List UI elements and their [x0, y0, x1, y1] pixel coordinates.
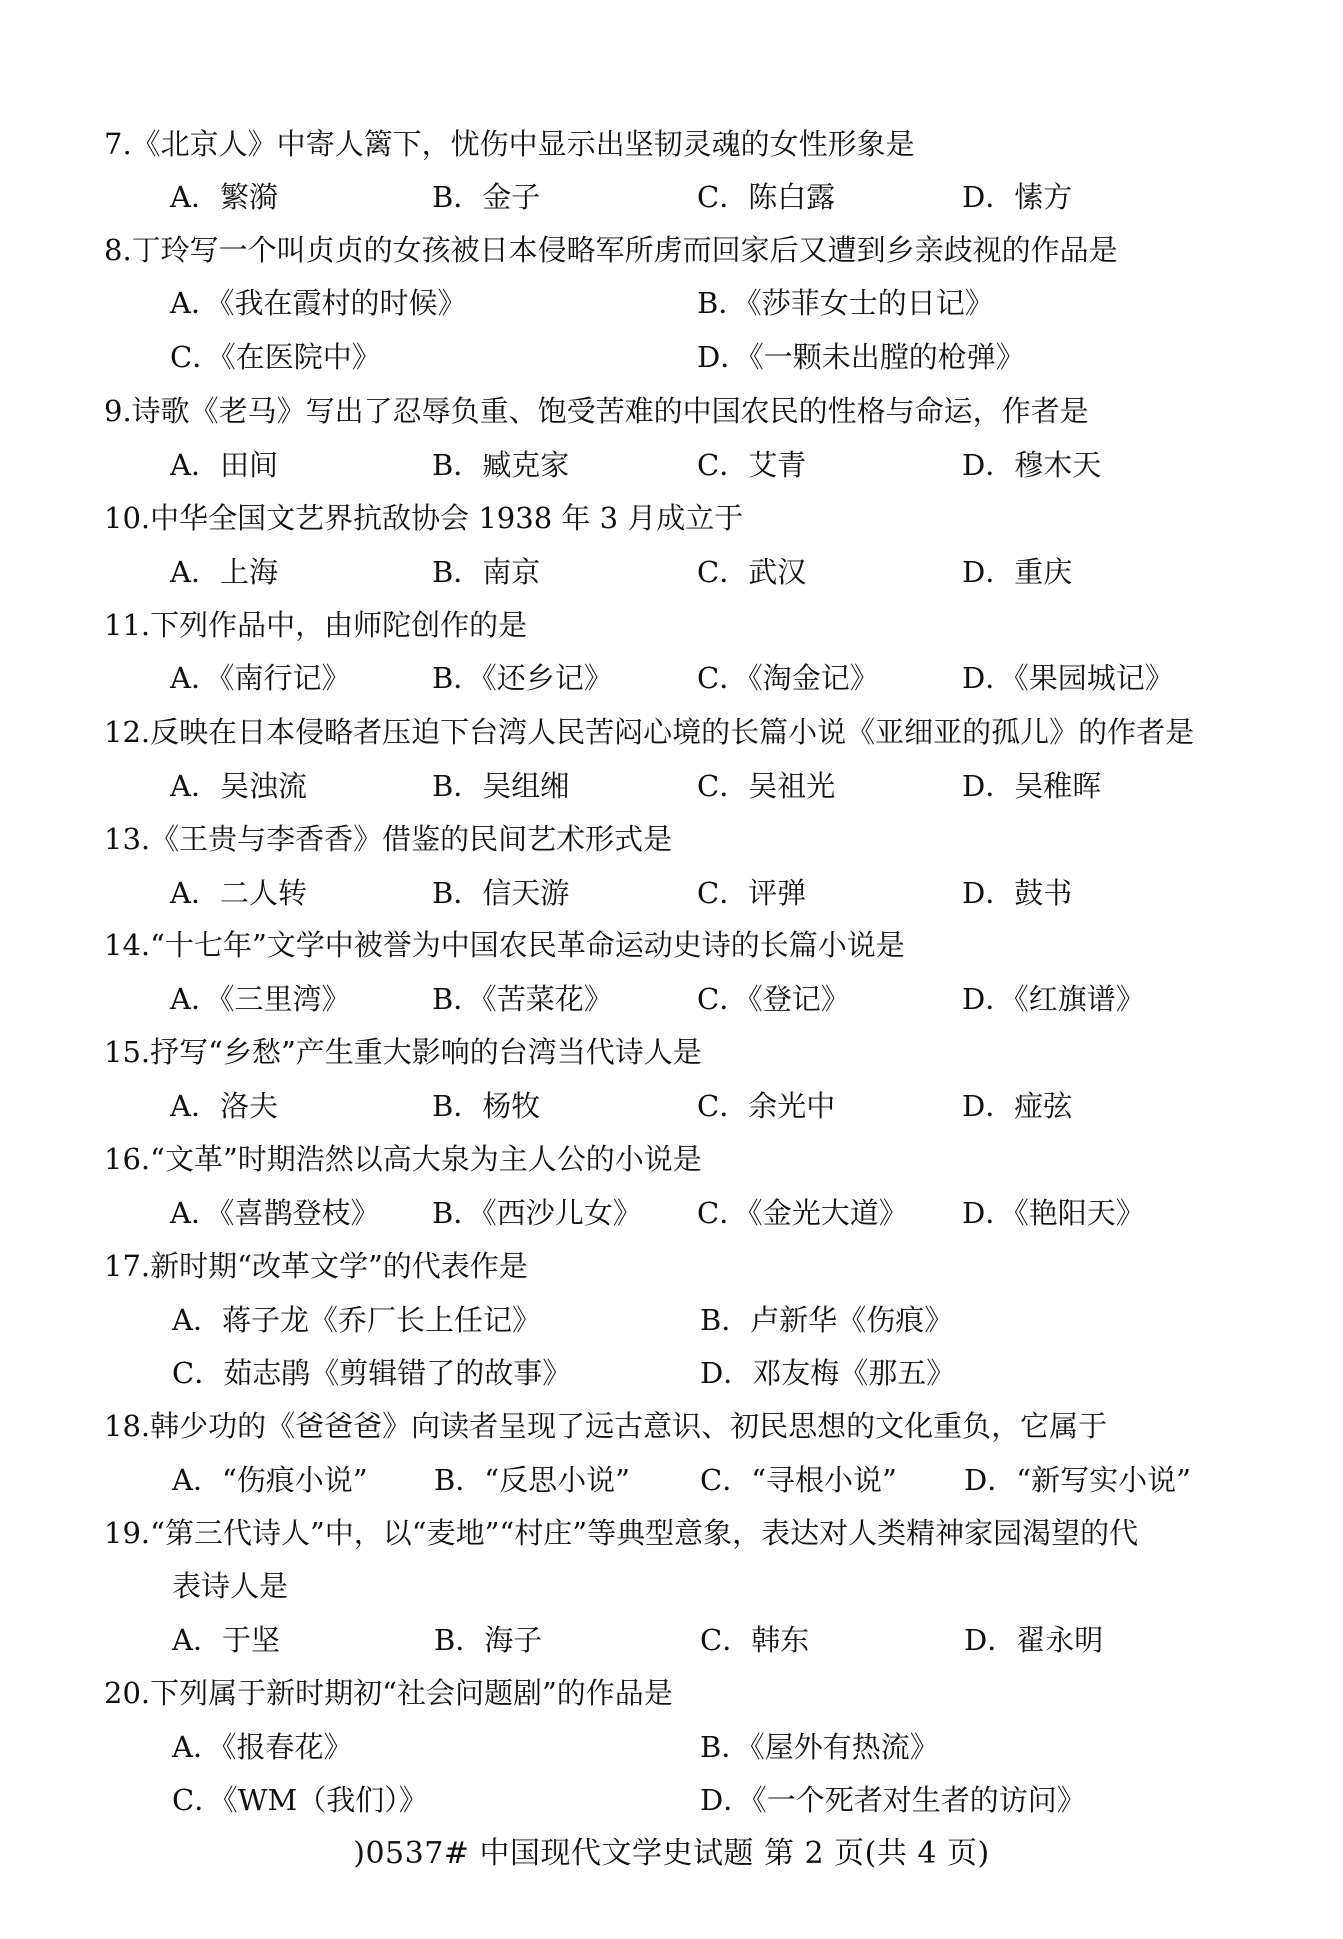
question-number: 12. [104, 715, 151, 749]
question-8 [104, 230, 1118, 270]
option-c: C．艾青 [697, 448, 807, 482]
option-d: D．鼓书 [962, 876, 1073, 910]
option-d: D．《一颗未出膛的枪弹》 [697, 340, 1025, 374]
question-stem: “第三代诗人”中，以“麦地”“村庄”等典型意象，表达对人类精神家园渴望的代 [150, 1516, 1139, 1550]
question-20 [104, 1673, 673, 1713]
question-number: 13. [104, 822, 151, 856]
option-b: B．信天游 [432, 876, 570, 910]
option-a: A．蒋子龙《乔厂长上任记》 [172, 1303, 541, 1337]
option-b: B．《莎菲女士的日记》 [697, 286, 994, 320]
option-b: B．臧克家 [432, 448, 570, 482]
option-b: B．吴组缃 [432, 769, 570, 803]
question-14 [104, 925, 905, 965]
option-c: C．《淘金记》 [697, 661, 879, 695]
question-stem: 中华全国文艺界抗敌协会 1938 年 3 月成立于 [150, 501, 744, 535]
option-a: A．田间 [170, 448, 278, 482]
option-c: C．茹志鹃《剪辑错了的故事》 [172, 1356, 572, 1390]
question-stem: 抒写“乡愁”产生重大影响的台湾当代诗人是 [150, 1035, 702, 1069]
option-d: D．翟永明 [964, 1623, 1104, 1657]
question-number: 11. [104, 608, 151, 642]
question-11 [104, 605, 527, 645]
question-stem: “十七年”文学中被誉为中国农民革命运动史诗的长篇小说是 [150, 928, 905, 962]
option-a: A．《南行记》 [170, 661, 351, 695]
option-b: B．南京 [432, 555, 541, 589]
option-b: B．“反思小说” [434, 1463, 630, 1497]
question-number: 10. [104, 501, 151, 535]
question-stem: 反映在日本侵略者压迫下台湾人民苦闷心境的长篇小说《亚细亚的孤儿》的作者是 [150, 715, 1195, 749]
option-b: B．金子 [432, 180, 541, 214]
question-number: 18. [104, 1409, 151, 1443]
option-b: B．《西沙儿女》 [432, 1196, 642, 1230]
option-a: A．于坚 [172, 1623, 280, 1657]
option-d: D．痖弦 [962, 1089, 1073, 1123]
question-number: 16. [104, 1142, 151, 1176]
option-b: B．卢新华《伤痕》 [700, 1303, 954, 1337]
option-b: B．《还乡记》 [432, 661, 613, 695]
question-stem: 新时期“改革文学”的代表作是 [150, 1249, 528, 1283]
question-stem: 下列作品中，由师陀创作的是 [150, 608, 528, 642]
option-b: B．海子 [434, 1623, 543, 1657]
option-a: A．《报春花》 [172, 1730, 353, 1764]
question-stem: 《北京人》中寄人篱下，忧伤中显示出坚韧灵魂的女性形象是 [131, 127, 915, 161]
question-number: 7. [104, 127, 132, 161]
question-10 [104, 498, 743, 538]
question-number: 8. [104, 233, 132, 267]
page-footer: )0537# 中国现代文学史试题 第 2 页(共 4 页) [353, 1836, 990, 1871]
question-number: 9. [104, 394, 132, 428]
option-c: C．《登记》 [697, 982, 850, 1016]
option-d: D．《一个死者对生者的访问》 [700, 1783, 1086, 1817]
question-stem: 下列属于新时期初“社会问题剧”的作品是 [150, 1676, 673, 1710]
option-d: D．愫方 [962, 180, 1073, 214]
question-stem: “文革”时期浩然以高大泉为主人公的小说是 [150, 1142, 702, 1176]
option-c: C．《WM（我们）》 [172, 1783, 428, 1817]
option-c: C．“寻根小说” [700, 1463, 897, 1497]
question-stem-continued: 表诗人是 [172, 1569, 289, 1603]
option-a: A．洛夫 [170, 1089, 278, 1123]
question-stem: 诗歌《老马》写出了忍辱负重、饱受苦难的中国农民的性格与命运，作者是 [131, 394, 1089, 428]
option-a: A．《三里湾》 [170, 982, 351, 1016]
option-c: C．《在医院中》 [170, 340, 381, 374]
question-stem: 《王贵与李香香》借鉴的民间艺术形式是 [150, 822, 673, 856]
question-13 [104, 819, 672, 859]
option-a: A．繁漪 [170, 180, 278, 214]
option-a: A．“伤痕小说” [172, 1463, 368, 1497]
option-c: C．韩东 [700, 1623, 810, 1657]
option-c: C．评弹 [697, 876, 807, 910]
question-stem: 韩少功的《爸爸爸》向读者呈现了远古意识、初民思想的文化重负，它属于 [150, 1409, 1108, 1443]
question-17 [104, 1246, 528, 1286]
option-a: A．吴浊流 [170, 769, 307, 803]
option-a: A．《我在霞村的时候》 [170, 286, 467, 320]
option-a: A．二人转 [170, 876, 307, 910]
option-d: D．穆木天 [962, 448, 1102, 482]
option-b: B．《屋外有热流》 [700, 1730, 939, 1764]
option-c: C．《金光大道》 [697, 1196, 908, 1230]
question-15 [104, 1032, 702, 1072]
option-c: C．陈白露 [697, 180, 836, 214]
question-number: 15. [104, 1035, 151, 1069]
option-d: D．《艳阳天》 [962, 1196, 1145, 1230]
option-b: B．杨牧 [432, 1089, 541, 1123]
question-19 [104, 1513, 1138, 1553]
question-number: 20. [104, 1676, 151, 1710]
question-7 [104, 124, 915, 164]
option-d: D．吴稚晖 [962, 769, 1102, 803]
question-number: 17. [104, 1249, 151, 1283]
question-stem: 丁玲写一个叫贞贞的女孩被日本侵略军所虏而回家后又遭到乡亲歧视的作品是 [131, 233, 1118, 267]
option-d: D．《果园城记》 [962, 661, 1174, 695]
option-b: B．《苦菜花》 [432, 982, 613, 1016]
option-a: A．上海 [170, 555, 278, 589]
option-c: C．吴祖光 [697, 769, 836, 803]
question-9 [104, 391, 1089, 431]
option-d: D．《红旗谱》 [962, 982, 1145, 1016]
option-a: A．《喜鹊登枝》 [170, 1196, 380, 1230]
question-number: 14. [104, 928, 151, 962]
option-c: C．余光中 [697, 1089, 836, 1123]
option-d: D．邓友梅《那五》 [700, 1356, 956, 1390]
question-18 [104, 1406, 1107, 1446]
question-number: 19. [104, 1516, 151, 1550]
question-12 [104, 712, 1194, 752]
option-d: D．“新写实小说” [964, 1463, 1191, 1497]
option-d: D．重庆 [962, 555, 1073, 589]
option-c: C．武汉 [697, 555, 807, 589]
question-16 [104, 1139, 702, 1179]
